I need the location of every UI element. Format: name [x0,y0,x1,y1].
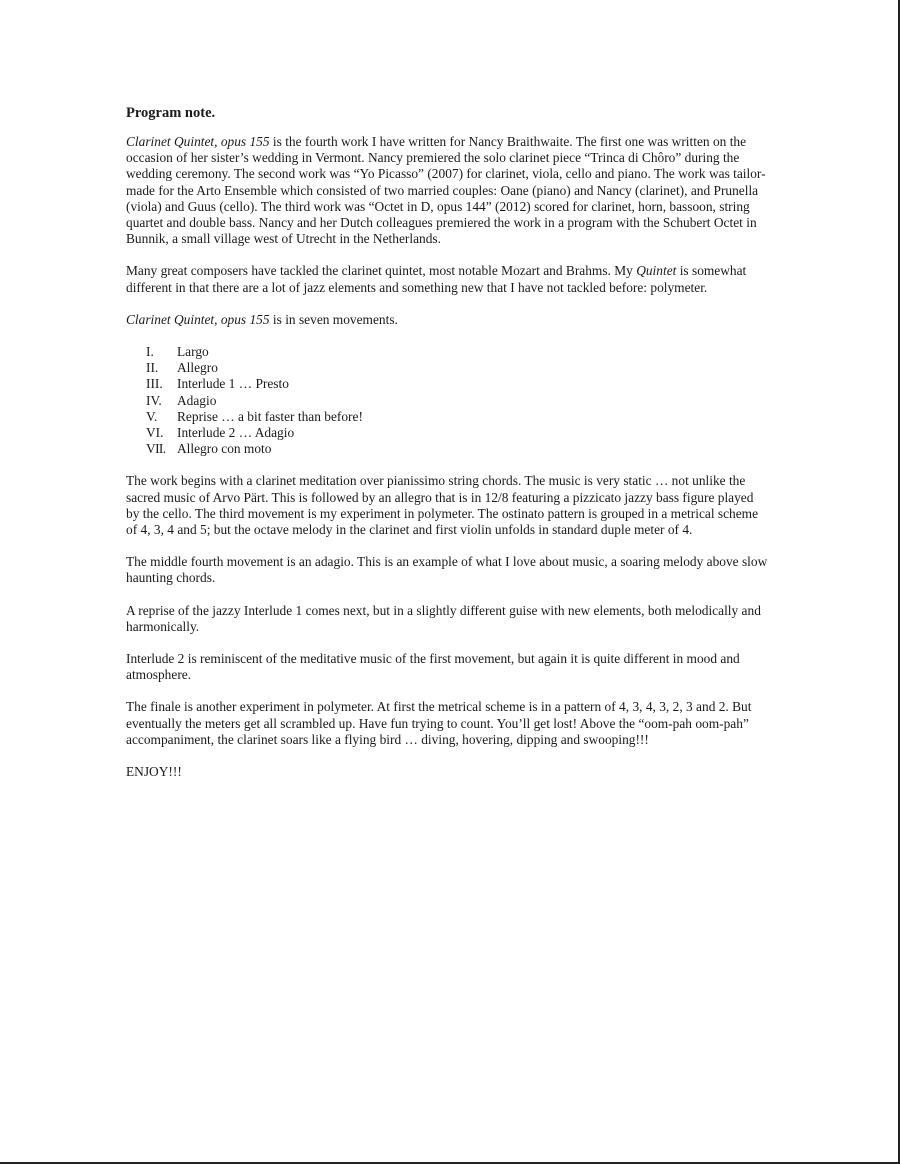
list-item [146,425,770,441]
movement-number: V. [146,408,158,424]
list-item [146,441,770,457]
movement-name: Interlude 2 … Adagio [177,425,295,441]
work-title: Clarinet Quintet, opus 155 [126,134,270,149]
document-content [126,104,770,796]
work-title: Clarinet Quintet, opus 155 [126,311,270,327]
movement-number: IV. [146,392,162,408]
movement-number: II. [146,360,159,376]
intro-paragraph [126,134,770,247]
movement-name: Allegro con moto [177,441,272,457]
list-item [146,409,770,425]
movement-name: Interlude 1 … Presto [177,376,289,392]
movement-number: VII. [146,441,166,457]
intro-text: is the fourth work I have written for Nancy Braithwaite. The first one was written on the occasion of her sister’s wedding in Vermont. Nancy premiered the solo clarinet piece “Trinca di Chôro” during the wedding ceremony. The second work was “Yo Picasso” (2007) for clarinet, viola, cello and piano. The work was tailor-made for the Arto Ensemble which consisted of two married couples: Oane (piano) and Nancy (clarinet), and Prunella (viola) and Guus (cello). The third work was “Octet in D, opus 144” (2012) scored for clarinet, horn, bassoon, string quartet and double bass. Nancy and her Dutch colleagues premiered the work in a program with the Schubert Octet in Bunnik, a small village west of Utrecht in the Netherlands. [126,134,766,247]
list-item [146,393,770,409]
movement-name: Adagio [177,392,217,408]
list-item [146,360,770,376]
movement-name: Largo [177,344,209,360]
list-item [146,344,770,360]
list-item [146,376,770,392]
movements-intro-text: is in seven movements. [269,311,398,327]
body-paragraph-adagio: The middle fourth movement is an adagio. This is an example of what I love about music, a soaring melody above slow haunting chords. [126,554,768,586]
page-title: Program note. [126,105,216,121]
movement-name: Reprise … a bit faster than before! [177,408,363,424]
composers-text-before: Many great composers have tackled the clarinet quintet, most notable Mozart and Brahms. My [126,263,637,279]
body-paragraph-reprise: A reprise of the jazzy Interlude 1 comes next, but in a slightly different guise with new elements, both melodically and harmonically. [126,602,761,634]
composers-text-after: is somewhat different in that there are a lot of jazz elements and something new that I have not tackled before: polymeter. [126,263,747,295]
quintet-title: Quintet [636,263,677,279]
body-paragraph-finale: The finale is another experiment in polymeter. At first the metrical scheme is in a pattern of 4, 3, 4, 3, 2, 3 and 2. But eventually the meters get all scrambled up. Have fun trying to count. You’ll get lost! Above the “oom-pah oom-pah” accompaniment, the clarinet soars like a flying bird … diving, hovering, dipping and swooping!!! [126,699,752,747]
body-paragraph-movements-overview: The work begins with a clarinet meditation over pianissimo string chords. The music is very static … not unlike the sacred music of Arvo Pärt. This is followed by an allegro that is in 12/8 featuring a pizzicato jazzy bass figure played by the cello. The third movement is my experiment in polymeter. The ostinato pattern is grouped in a metrical scheme of 4, 3, 4 and 5; but the octave melody in the clarinet and first violin unfolds in standard duple meter of 4. [126,473,759,538]
closing-line: ENJOY!!! [126,764,182,780]
movement-number: III. [146,376,163,392]
movements-intro-paragraph [126,312,770,328]
movement-number: VI. [146,425,164,441]
movement-list [126,344,770,457]
body-paragraph-interlude-2: Interlude 2 is reminiscent of the meditative music of the first movement, but again it is quite different in mood and atmosphere. [126,651,740,683]
movement-number: I. [146,344,154,360]
composers-paragraph [126,263,770,295]
movement-name: Allegro [177,360,218,376]
